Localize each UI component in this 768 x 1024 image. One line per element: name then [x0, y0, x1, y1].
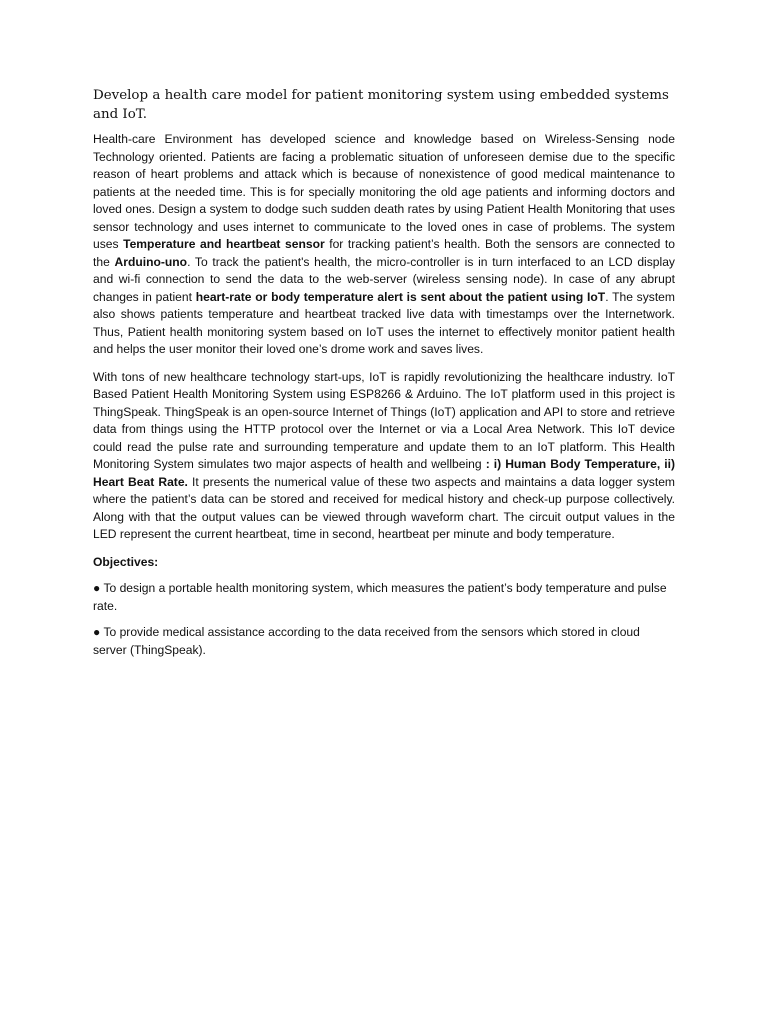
objectives-heading: Objectives: [93, 554, 159, 569]
intro-bold-sensors: Temperature and heartbeat sensor [123, 237, 325, 251]
intro-bold-alert: heart-rate or body temperature alert is sent about the patient using IoT [195, 289, 606, 304]
intro-text-1: Health-care Environment has developed science and knowledge based on Wireless-Sensing node Technology oriented. Patients are facing a problematic situation of unforeseen demise due to the specific reason of heart problems and attack which is because of nonexistence of good medical maintenance to patients at the needed time. This is for specially monitoring the old age patients and informing doctors and loved ones. Design a system to dodge such sudden death rates by using Patient Health Monitoring that uses sensor technology and uses internet to communicate to the loved ones in case of problems. The system uses [93, 132, 675, 251]
intro-text-4: . The system also shows patients temperature and heartbeat tracked live data with timestamps over the Internetwork. Thus, Patient health monitoring system based on IoT uses the internet to effectively monitor patient health and helps the user monitor their loved one’s drome work and saves lives. [93, 289, 675, 356]
intro-bold-arduino: Arduino-uno [114, 254, 188, 269]
intro-paragraph [93, 131, 675, 359]
iot-text-2: It presents the numerical value of these two aspects and maintains a data logger system where the patient’s data can be stored and received for medical history and check-up purpose collectively. Along with that the output values can be viewed through waveform chart. The circuit output values in the LED represent the current heartbeat, time in second, heartbeat per minute and body temperature. [93, 474, 675, 541]
objective-item: ● To provide medical assistance according to the data received from the sensors which stored in cloud server (ThingSpeak). [93, 625, 640, 657]
intro-text-2: for tracking patient’s health. Both the sensors are connected to the [93, 237, 676, 269]
document-title: Develop a health care model for patient monitoring system using embedded systems and IoT. [93, 88, 669, 122]
document-page [93, 86, 675, 668]
intro-text-3: . To track the patient's health, the micro-controller is in turn interfaced to an LCD display and wi-fi connection to send the data to the web-server (wireless sensing node). In case of any abrupt changes in patient [93, 254, 675, 304]
objective-item: ● To design a portable health monitoring system, which measures the patient’s body temperature and pulse rate. [93, 581, 667, 613]
iot-text-1: With tons of new healthcare technology start-ups, IoT is rapidly revolutionizing the healthcare industry. IoT Based Patient Health Monitoring System using ESP8266 & Arduino. The IoT platform used in this project is ThingSpeak. ThingSpeak is an open-source Internet of Things (IoT) application and API to store and retrieve data from things using the HTTP protocol over the Internet or via a Local Area Network. This IoT device could read the pulse rate and surrounding temperature and update them to an IoT platform. This Health Monitoring System simulates two major aspects of health and wellbeing [93, 369, 675, 471]
iot-paragraph [93, 369, 675, 544]
iot-bold-aspects: : i) Human Body Temperature, ii) Heart Beat Rate. [93, 457, 676, 489]
